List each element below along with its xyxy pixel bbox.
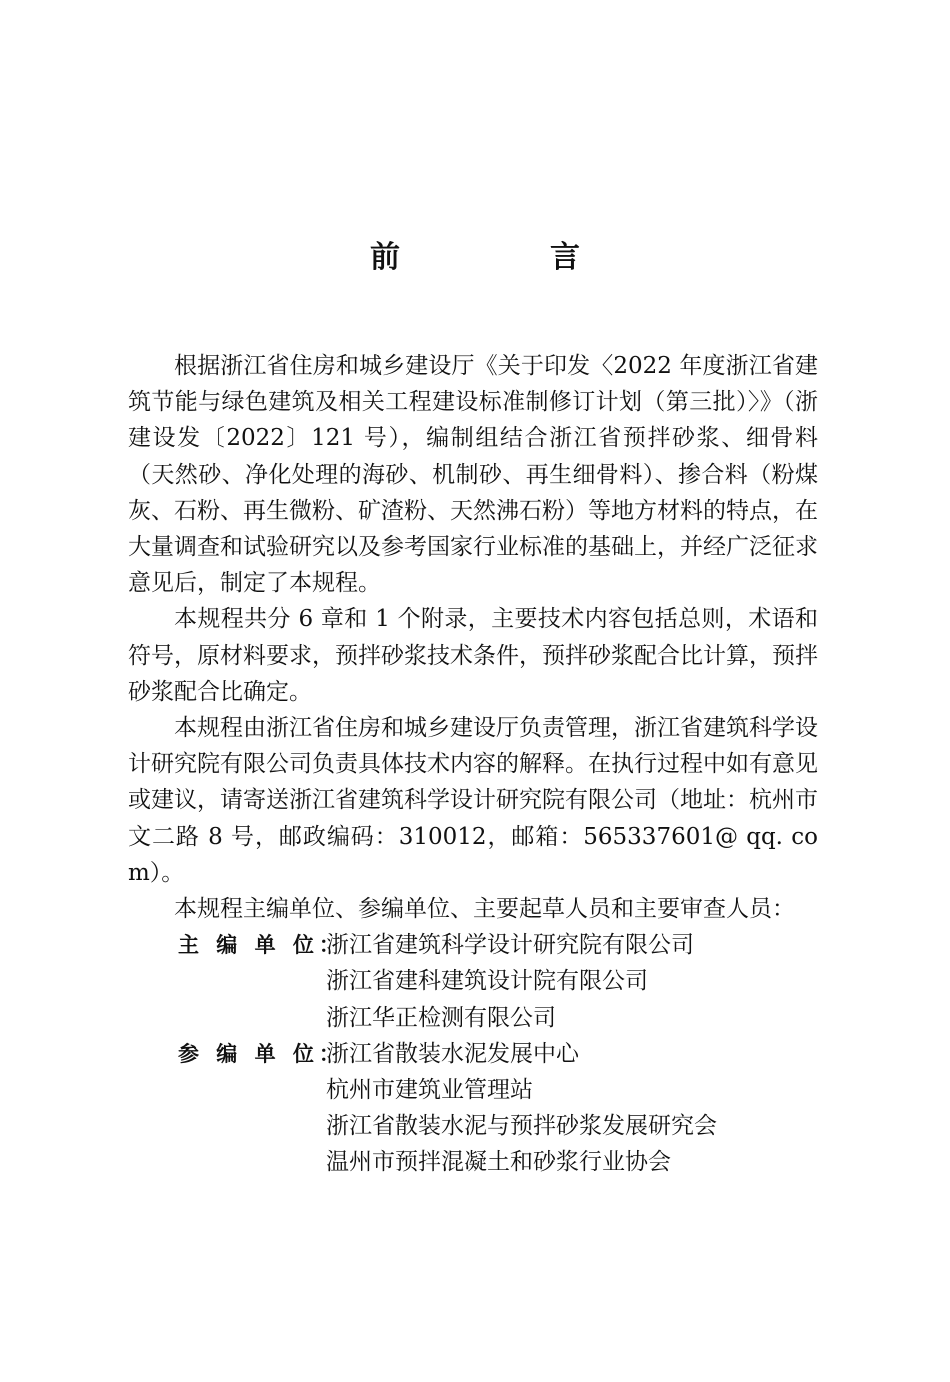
participating-units-list xyxy=(326,1036,818,1181)
paragraph-units-intro: 本规程主编单位、参编单位、主要起草人员和主要审查人员： xyxy=(174,896,795,923)
chief-unit-item: 浙江省建筑科学设计研究院有限公司 xyxy=(326,932,694,959)
paragraph-basis: 根据浙江省住房和城乡建设厅《关于印发〈2022 年度浙江省建筑节能与绿色建筑及相关工程建设标准制修订计划（第三批）〉》（浙建设发〔2022〕121 号），编制组结合浙江省预拌砂浆、细骨料（天然砂、净化处理的海砂、机制砂、再生细骨料）、掺合料（粉煤灰、石粉、再生微粉、矿渣粉、天然沸石粉）等地方材料的特点，在大量调查和试验研究以及参考国家行业标准的基础上，并经广泛征求意见后，制定了本规程。 xyxy=(128,353,818,597)
chief-units-list xyxy=(326,927,818,1036)
participating-units-group xyxy=(178,1036,818,1181)
participating-unit-item: 杭州市建筑业管理站 xyxy=(326,1077,533,1104)
page-title: 前 言 xyxy=(370,240,640,275)
chief-unit-item: 浙江省建科建筑设计院有限公司 xyxy=(326,968,648,995)
paragraph-contents: 本规程共分 6 章和 1 个附录，主要技术内容包括总则，术语和符号，原材料要求，预拌砂浆技术条件，预拌砂浆配合比计算，预拌砂浆配合比确定。 xyxy=(128,606,818,705)
preface-body xyxy=(128,348,818,1181)
chief-units-label: 主 编 单 位： xyxy=(178,933,345,958)
participating-units-label: 参 编 单 位： xyxy=(178,1041,345,1066)
paragraph-management: 本规程由浙江省住房和城乡建设厅负责管理，浙江省建筑科学设计研究院有限公司负责具体技术内容的解释。在执行过程中如有意见或建议，请寄送浙江省建筑科学设计研究院有限公司（地址：杭州市文二路 8 号，邮政编码：310012，邮箱：565337601@ qq. com）。 xyxy=(128,715,818,886)
units-section xyxy=(128,927,818,1180)
chief-units-group xyxy=(178,927,818,1036)
chief-unit-item: 浙江华正检测有限公司 xyxy=(326,1004,556,1031)
participating-unit-item: 温州市预拌混凝土和砂浆行业协会 xyxy=(326,1149,671,1176)
participating-unit-item: 浙江省散装水泥与预拌砂浆发展研究会 xyxy=(326,1113,717,1140)
participating-unit-item: 浙江省散装水泥发展中心 xyxy=(326,1040,579,1067)
